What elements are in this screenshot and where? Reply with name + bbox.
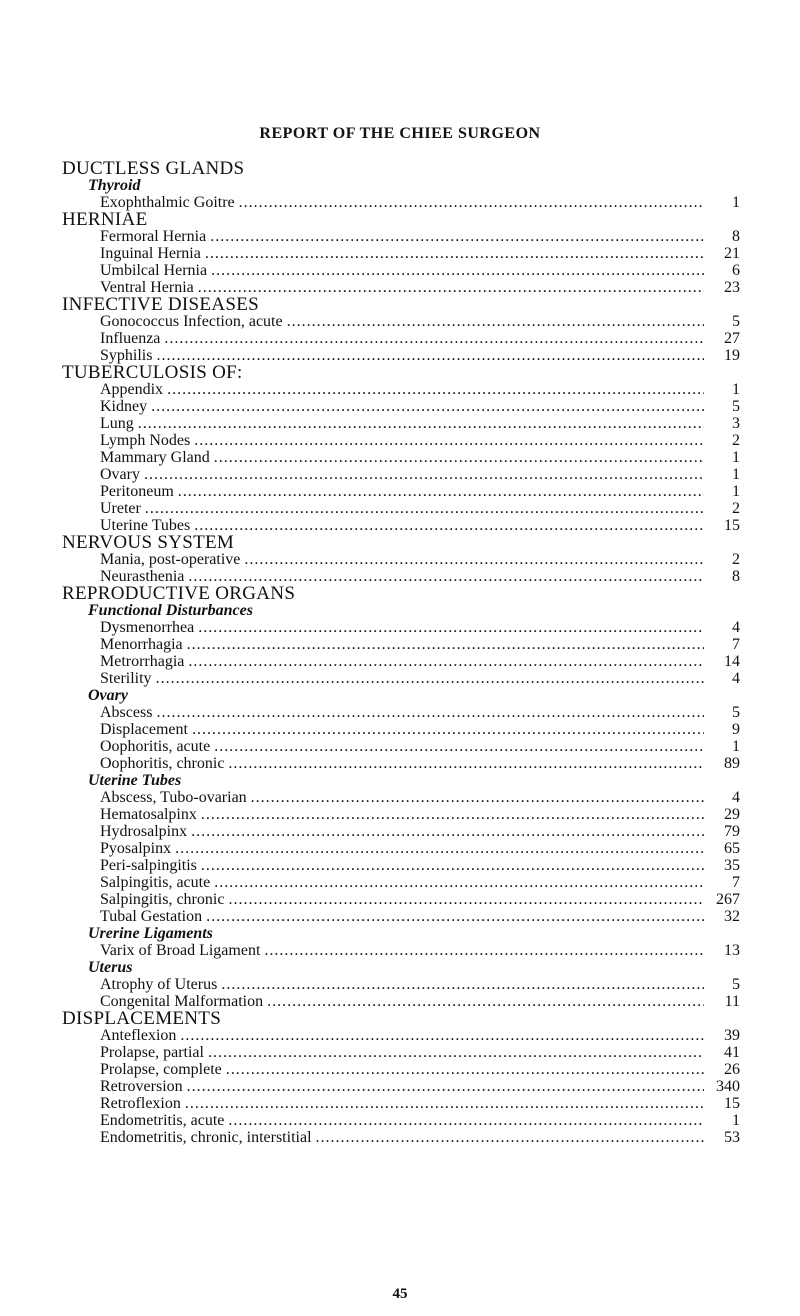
subsection-heading: Functional Disturbances xyxy=(88,602,253,619)
entry-count: 8 xyxy=(732,568,740,585)
entry-count: 15 xyxy=(724,517,740,534)
entry-count: 5 xyxy=(732,313,740,330)
list-item xyxy=(100,415,740,432)
entry-count: 340 xyxy=(716,1078,740,1095)
entry-label: Ureter xyxy=(100,500,141,517)
list-item xyxy=(100,704,740,721)
subsection-heading: Uterus xyxy=(88,959,133,976)
entry-label: Anteflexion xyxy=(100,1027,177,1044)
entry-count: 39 xyxy=(724,1027,740,1044)
subsection-heading: Thyroid xyxy=(88,177,141,194)
list-item xyxy=(100,1027,740,1044)
dot-leader xyxy=(194,432,704,449)
entry-count: 11 xyxy=(724,993,740,1010)
dot-leader xyxy=(192,721,704,738)
entry-label: Peritoneum xyxy=(100,483,174,500)
entry-label: Ventral Hernia xyxy=(100,279,194,296)
dot-leader xyxy=(187,636,704,653)
entry-count: 21 xyxy=(724,245,740,262)
entry-count: 7 xyxy=(732,636,740,653)
entry-label: Atrophy of Uterus xyxy=(100,976,218,993)
dot-leader xyxy=(251,789,704,806)
list-item xyxy=(100,313,740,330)
dot-leader xyxy=(239,194,704,211)
dot-leader xyxy=(194,517,704,534)
entry-label: Oophoritis, chronic xyxy=(100,755,225,772)
dot-leader xyxy=(208,1044,704,1061)
entry-label: Dysmenorrhea xyxy=(100,619,195,636)
list-item xyxy=(100,840,740,857)
entry-count: 65 xyxy=(724,840,740,857)
list-item xyxy=(100,500,740,517)
list-item xyxy=(100,908,740,925)
entry-count: 3 xyxy=(732,415,740,432)
entry-count: 13 xyxy=(724,942,740,959)
entry-label: Mammary Gland xyxy=(100,449,210,466)
list-item xyxy=(100,194,740,211)
list-item xyxy=(100,262,740,279)
entry-count: 4 xyxy=(732,789,740,806)
dot-leader xyxy=(144,466,704,483)
entry-count: 7 xyxy=(732,874,740,891)
list-item xyxy=(100,1112,740,1129)
entry-label: Endometritis, acute xyxy=(100,1112,225,1129)
entry-count: 9 xyxy=(732,721,740,738)
dot-leader xyxy=(185,1095,704,1112)
entry-count: 4 xyxy=(732,619,740,636)
dot-leader xyxy=(211,262,704,279)
dot-leader xyxy=(156,670,704,687)
entry-count: 2 xyxy=(732,551,740,568)
dot-leader xyxy=(214,874,704,891)
list-item xyxy=(100,857,740,874)
dot-leader xyxy=(221,976,704,993)
entry-label: Congenital Malformation xyxy=(100,993,264,1010)
dot-leader xyxy=(316,1129,704,1146)
dot-leader xyxy=(228,891,704,908)
list-item xyxy=(100,398,740,415)
entry-count: 1 xyxy=(732,1112,740,1129)
dot-leader xyxy=(145,500,704,517)
subsection-heading: Uterine Tubes xyxy=(88,772,182,789)
list-item xyxy=(100,942,740,959)
list-item xyxy=(100,806,740,823)
dot-leader xyxy=(214,449,704,466)
dot-leader xyxy=(201,806,704,823)
list-item xyxy=(100,653,740,670)
list-item xyxy=(100,483,740,500)
list-item xyxy=(100,755,740,772)
entry-count: 6 xyxy=(732,262,740,279)
entry-label: Abscess xyxy=(100,704,153,721)
entry-label: Syphilis xyxy=(100,347,153,364)
entry-label: Retroversion xyxy=(100,1078,183,1095)
entry-count: 5 xyxy=(732,704,740,721)
dot-leader xyxy=(267,993,704,1010)
entry-label: Hydrosalpinx xyxy=(100,823,188,840)
entry-label: Hematosalpinx xyxy=(100,806,197,823)
entry-count: 1 xyxy=(732,381,740,398)
page-title: REPORT OF THE CHIEE SURGEON xyxy=(259,125,541,142)
dot-leader xyxy=(226,1061,704,1078)
entry-label: Sterility xyxy=(100,670,152,687)
entry-count: 41 xyxy=(724,1044,740,1061)
list-item xyxy=(100,466,740,483)
entry-label: Abscess, Tubo-ovarian xyxy=(100,789,247,806)
entry-count: 27 xyxy=(724,330,740,347)
entry-label: Menorrhagia xyxy=(100,636,183,653)
entry-label: Kidney xyxy=(100,398,148,415)
section-heading: HERNIAE xyxy=(62,209,148,230)
list-item xyxy=(100,381,740,398)
entry-label: Oophoritis, acute xyxy=(100,738,211,755)
section-heading: TUBERCULOSIS OF: xyxy=(62,362,243,383)
list-item xyxy=(100,619,740,636)
list-item xyxy=(100,245,740,262)
entry-count: 267 xyxy=(716,891,740,908)
entry-count: 2 xyxy=(732,500,740,517)
entry-label: Prolapse, complete xyxy=(100,1061,222,1078)
dot-leader xyxy=(198,619,704,636)
dot-leader xyxy=(206,908,704,925)
entry-count: 89 xyxy=(724,755,740,772)
entry-label: Inguinal Hernia xyxy=(100,245,201,262)
entry-count: 19 xyxy=(724,347,740,364)
section-heading: DISPLACEMENTS xyxy=(62,1008,222,1029)
entry-label: Exophthalmic Goitre xyxy=(100,194,235,211)
entry-label: Salpingitis, acute xyxy=(100,874,211,891)
dot-leader xyxy=(198,279,704,296)
dot-leader xyxy=(138,415,704,432)
entry-label: Fermoral Hernia xyxy=(100,228,207,245)
subsection-heading: Urerine Ligaments xyxy=(88,925,213,942)
entry-label: Retroflexion xyxy=(100,1095,181,1112)
list-item xyxy=(100,449,740,466)
dot-leader xyxy=(178,483,704,500)
entry-count: 32 xyxy=(724,908,740,925)
entry-count: 15 xyxy=(724,1095,740,1112)
entry-label: Metrorrhagia xyxy=(100,653,185,670)
entry-label: Prolapse, partial xyxy=(100,1044,204,1061)
list-item xyxy=(100,432,740,449)
list-item xyxy=(100,976,740,993)
entry-label: Umbilcal Hernia xyxy=(100,262,208,279)
entry-count: 79 xyxy=(724,823,740,840)
entry-label: Appendix xyxy=(100,381,164,398)
entry-count: 1 xyxy=(732,483,740,500)
dot-leader xyxy=(167,381,704,398)
entry-count: 1 xyxy=(732,738,740,755)
list-item xyxy=(100,1078,740,1095)
entry-label: Uterine Tubes xyxy=(100,517,191,534)
entry-label: Gonococcus Infection, acute xyxy=(100,313,283,330)
list-item xyxy=(100,551,740,568)
dot-leader xyxy=(228,1112,704,1129)
dot-leader xyxy=(244,551,704,568)
entry-label: Displacement xyxy=(100,721,188,738)
dot-leader xyxy=(201,857,704,874)
dot-leader xyxy=(287,313,704,330)
entry-label: Salpingitis, chronic xyxy=(100,891,225,908)
entry-label: Lymph Nodes xyxy=(100,432,191,449)
list-item xyxy=(100,1061,740,1078)
list-item xyxy=(100,874,740,891)
entry-count: 1 xyxy=(732,466,740,483)
dot-leader xyxy=(214,738,704,755)
entry-label: Ovary xyxy=(100,466,140,483)
list-item xyxy=(100,1129,740,1146)
list-item xyxy=(100,1095,740,1112)
dot-leader xyxy=(188,653,704,670)
list-item xyxy=(100,330,740,347)
entry-count: 5 xyxy=(732,976,740,993)
list-item xyxy=(100,228,740,245)
section-heading: NERVOUS SYSTEM xyxy=(62,532,235,553)
dot-leader xyxy=(187,1078,704,1095)
entry-label: Lung xyxy=(100,415,134,432)
entry-count: 8 xyxy=(732,228,740,245)
list-item xyxy=(100,721,740,738)
subsection-heading: Ovary xyxy=(88,687,128,704)
entry-count: 23 xyxy=(724,279,740,296)
entry-label: Endometritis, chronic, interstitial xyxy=(100,1129,312,1146)
entry-label: Tubal Gestation xyxy=(100,908,203,925)
dot-leader xyxy=(228,755,704,772)
dot-leader xyxy=(205,245,704,262)
entry-count: 5 xyxy=(732,398,740,415)
entry-count: 1 xyxy=(732,449,740,466)
page-number: 45 xyxy=(392,1286,408,1302)
list-item xyxy=(100,738,740,755)
dot-leader xyxy=(151,398,704,415)
entry-count: 1 xyxy=(732,194,740,211)
section-heading: REPRODUCTIVE ORGANS xyxy=(62,583,296,604)
dot-leader xyxy=(264,942,704,959)
entry-label: Influenza xyxy=(100,330,161,347)
dot-leader xyxy=(164,330,704,347)
dot-leader xyxy=(210,228,704,245)
entry-label: Mania, post-operative xyxy=(100,551,241,568)
entry-count: 35 xyxy=(724,857,740,874)
entry-count: 2 xyxy=(732,432,740,449)
document-body xyxy=(60,160,740,1146)
list-item xyxy=(100,636,740,653)
section-heading: DUCTLESS GLANDS xyxy=(62,158,245,179)
entry-count: 14 xyxy=(724,653,740,670)
entry-label: Pyosalpinx xyxy=(100,840,172,857)
dot-leader xyxy=(156,704,704,721)
dot-leader xyxy=(175,840,704,857)
list-item xyxy=(100,891,740,908)
entry-count: 29 xyxy=(724,806,740,823)
list-item xyxy=(100,823,740,840)
dot-leader xyxy=(191,823,704,840)
list-item xyxy=(100,670,740,687)
section-heading: INFECTIVE DISEASES xyxy=(62,294,259,315)
entry-label: Neurasthenia xyxy=(100,568,185,585)
entry-count: 53 xyxy=(724,1129,740,1146)
list-item xyxy=(100,789,740,806)
entry-count: 4 xyxy=(732,670,740,687)
entry-label: Varix of Broad Ligament xyxy=(100,942,261,959)
entry-count: 26 xyxy=(724,1061,740,1078)
list-item xyxy=(100,1044,740,1061)
entry-label: Peri-salpingitis xyxy=(100,857,197,874)
dot-leader xyxy=(180,1027,704,1044)
